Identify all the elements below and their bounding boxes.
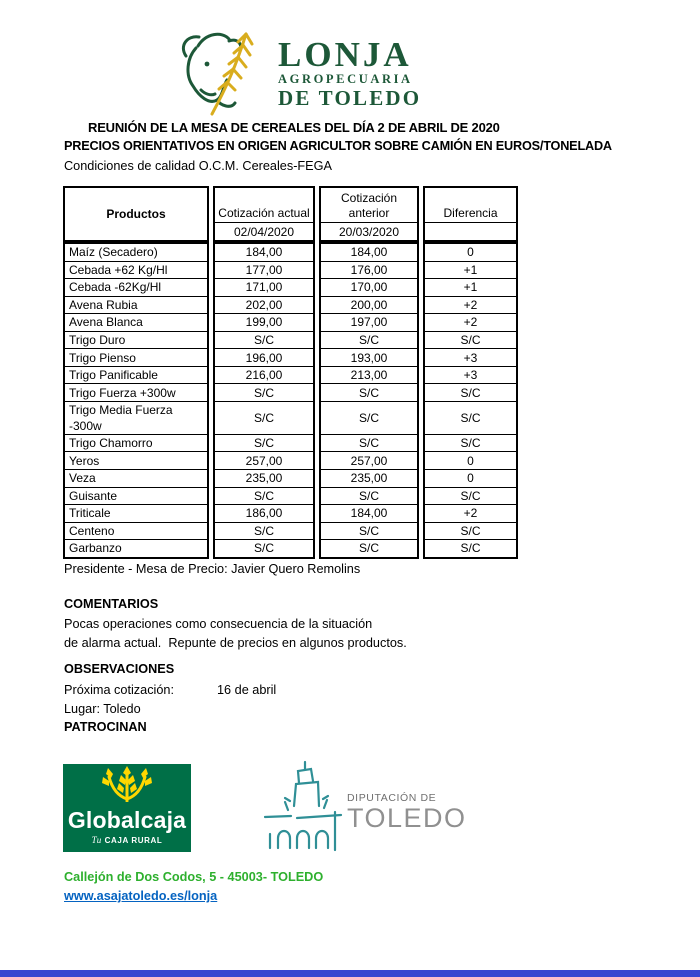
table-row (63, 242, 518, 262)
table-row (63, 523, 518, 541)
price-value-cell: +1 (423, 262, 518, 280)
price-value-cell: S/C (423, 523, 518, 541)
diputacion-logo (264, 760, 467, 857)
price-value-cell: S/C (423, 402, 518, 435)
price-value-cell: S/C (319, 540, 419, 559)
price-value-cell: 0 (423, 452, 518, 470)
product-name-cell: Cebada +62 Kg/Hl (63, 262, 209, 280)
price-value-cell: S/C (213, 402, 315, 435)
product-name-cell: Guisante (63, 488, 209, 506)
price-value-cell: S/C (319, 332, 419, 350)
conditions-line: Condiciones de calidad O.C.M. Cereales-FEGA (64, 159, 332, 173)
comments-text-1: Pocas operaciones como consecuencia de la situación (64, 617, 373, 631)
header-current-quote: Cotización actual (213, 186, 315, 223)
price-value-cell: 199,00 (213, 314, 315, 332)
president-line: Presidente - Mesa de Precio: Javier Quero Remolins (64, 562, 361, 576)
price-value-cell: S/C (319, 435, 419, 453)
price-value-cell: +3 (423, 367, 518, 385)
price-value-cell: 235,00 (213, 470, 315, 488)
table-row (63, 349, 518, 367)
price-value-cell: S/C (423, 332, 518, 350)
price-value-cell: S/C (319, 488, 419, 506)
lonja-logo-name: LONJA (278, 34, 412, 74)
price-value-cell: +3 (423, 349, 518, 367)
comments-title: COMENTARIOS (64, 597, 159, 611)
diputacion-building-icon (264, 760, 344, 857)
price-value-cell: 184,00 (319, 505, 419, 523)
product-name-cell: Maíz (Secadero) (63, 242, 209, 262)
comments-text-2: de alarma actual. Repunte de precios en algunos productos. (64, 636, 407, 650)
price-value-cell: 171,00 (213, 279, 315, 297)
header-date-current: 02/04/2020 (213, 223, 315, 242)
price-value-cell: S/C (319, 402, 419, 435)
price-value-cell: 184,00 (319, 242, 419, 262)
products-price-table (59, 242, 522, 559)
price-value-cell: +1 (423, 279, 518, 297)
price-value-cell: +2 (423, 297, 518, 315)
product-name-cell: Veza (63, 470, 209, 488)
table-row (63, 367, 518, 385)
diputacion-text-line1: DIPUTACIÓN DE (347, 792, 437, 804)
price-value-cell: S/C (423, 540, 518, 559)
bull-wheat-icon (176, 26, 276, 121)
price-value-cell: 197,00 (319, 314, 419, 332)
price-value-cell: 184,00 (213, 242, 315, 262)
header-difference: Diferencia (423, 186, 518, 223)
price-value-cell: 196,00 (213, 349, 315, 367)
meeting-title: REUNIÓN DE LA MESA DE CEREALES DEL DÍA 2 DE ABRIL DE 2020 (88, 120, 500, 135)
next-quote-label: Próxima cotización: (64, 683, 174, 697)
price-value-cell: 235,00 (319, 470, 419, 488)
table-row (63, 279, 518, 297)
product-name-cell: Avena Blanca (63, 314, 209, 332)
lonja-logo-line2: AGROPECUARIA (278, 71, 413, 86)
price-value-cell: S/C (319, 384, 419, 402)
price-value-cell: S/C (213, 540, 315, 559)
product-name-cell: Cebada -62Kg/Hl (63, 279, 209, 297)
price-value-cell: 0 (423, 242, 518, 262)
product-name-cell: Trigo Panificable (63, 367, 209, 385)
price-value-cell: S/C (213, 488, 315, 506)
price-value-cell: S/C (423, 488, 518, 506)
table-row (63, 470, 518, 488)
price-value-cell: 216,00 (213, 367, 315, 385)
bottom-bar (0, 970, 700, 977)
header-previous-quote: Cotización anterior (319, 186, 419, 223)
product-name-cell: Trigo Fuerza +300w (63, 384, 209, 402)
price-value-cell: 257,00 (213, 452, 315, 470)
price-value-cell: S/C (213, 523, 315, 541)
product-name-cell: Trigo Pienso (63, 349, 209, 367)
table-row (63, 435, 518, 453)
footer-address: Callejón de Dos Codos, 5 - 45003- TOLEDO (64, 870, 324, 884)
globalcaja-logo (63, 764, 191, 852)
table-row (63, 262, 518, 280)
lonja-logo (176, 26, 421, 121)
product-name-cell: Garbanzo (63, 540, 209, 559)
price-value-cell: 213,00 (319, 367, 419, 385)
price-value-cell: 170,00 (319, 279, 419, 297)
globalcaja-tagline: Tu CAJA RURAL (91, 835, 163, 845)
header-date-previous: 20/03/2020 (319, 223, 419, 242)
place-line: Lugar: Toledo (64, 702, 141, 716)
price-value-cell: 200,00 (319, 297, 419, 315)
diputacion-text-line2: TOLEDO (347, 803, 467, 833)
price-value-cell: 193,00 (319, 349, 419, 367)
price-value-cell: 176,00 (319, 262, 419, 280)
next-quote-line (64, 683, 276, 697)
next-quote-value: 16 de abril (217, 683, 277, 697)
table-row (63, 384, 518, 402)
price-value-cell: 202,00 (213, 297, 315, 315)
table-row (63, 488, 518, 506)
header-date-empty (423, 223, 518, 242)
price-value-cell: S/C (319, 523, 419, 541)
price-value-cell: 177,00 (213, 262, 315, 280)
product-name-cell: Yeros (63, 452, 209, 470)
globalcaja-name: Globalcaja (67, 807, 187, 833)
product-name-cell: Trigo Chamorro (63, 435, 209, 453)
price-value-cell: +2 (423, 314, 518, 332)
price-value-cell: 0 (423, 470, 518, 488)
product-name-cell: Triticale (63, 505, 209, 523)
product-name-cell: Centeno (63, 523, 209, 541)
table-row (63, 452, 518, 470)
price-value-cell: 186,00 (213, 505, 315, 523)
table-row (63, 332, 518, 350)
prices-subtitle: PRECIOS ORIENTATIVOS EN ORIGEN AGRICULTOR SOBRE CAMIÓN EN EUROS/TONELADA (64, 139, 612, 153)
price-value-cell: S/C (213, 435, 315, 453)
table-row (63, 505, 518, 523)
price-table-header (59, 186, 522, 242)
observations-title: OBSERVACIONES (64, 662, 175, 676)
table-row (63, 402, 518, 435)
footer-link[interactable]: www.asajatoledo.es/lonja (64, 889, 218, 903)
price-value-cell: S/C (213, 384, 315, 402)
product-name-cell: Trigo Media Fuerza -300w (63, 402, 209, 435)
table-row (63, 540, 518, 559)
price-value-cell: S/C (423, 435, 518, 453)
price-value-cell: +2 (423, 505, 518, 523)
product-name-cell: Trigo Duro (63, 332, 209, 350)
price-value-cell: S/C (213, 332, 315, 350)
sponsors-title: PATROCINAN (64, 720, 147, 734)
price-value-cell: S/C (423, 384, 518, 402)
table-row (63, 314, 518, 332)
globalcaja-wheat-icon (100, 764, 154, 807)
header-products: Productos (63, 186, 209, 242)
product-name-cell: Avena Rubia (63, 297, 209, 315)
table-row (63, 297, 518, 315)
lonja-logo-line3: DE TOLEDO (278, 85, 422, 110)
price-value-cell: 257,00 (319, 452, 419, 470)
